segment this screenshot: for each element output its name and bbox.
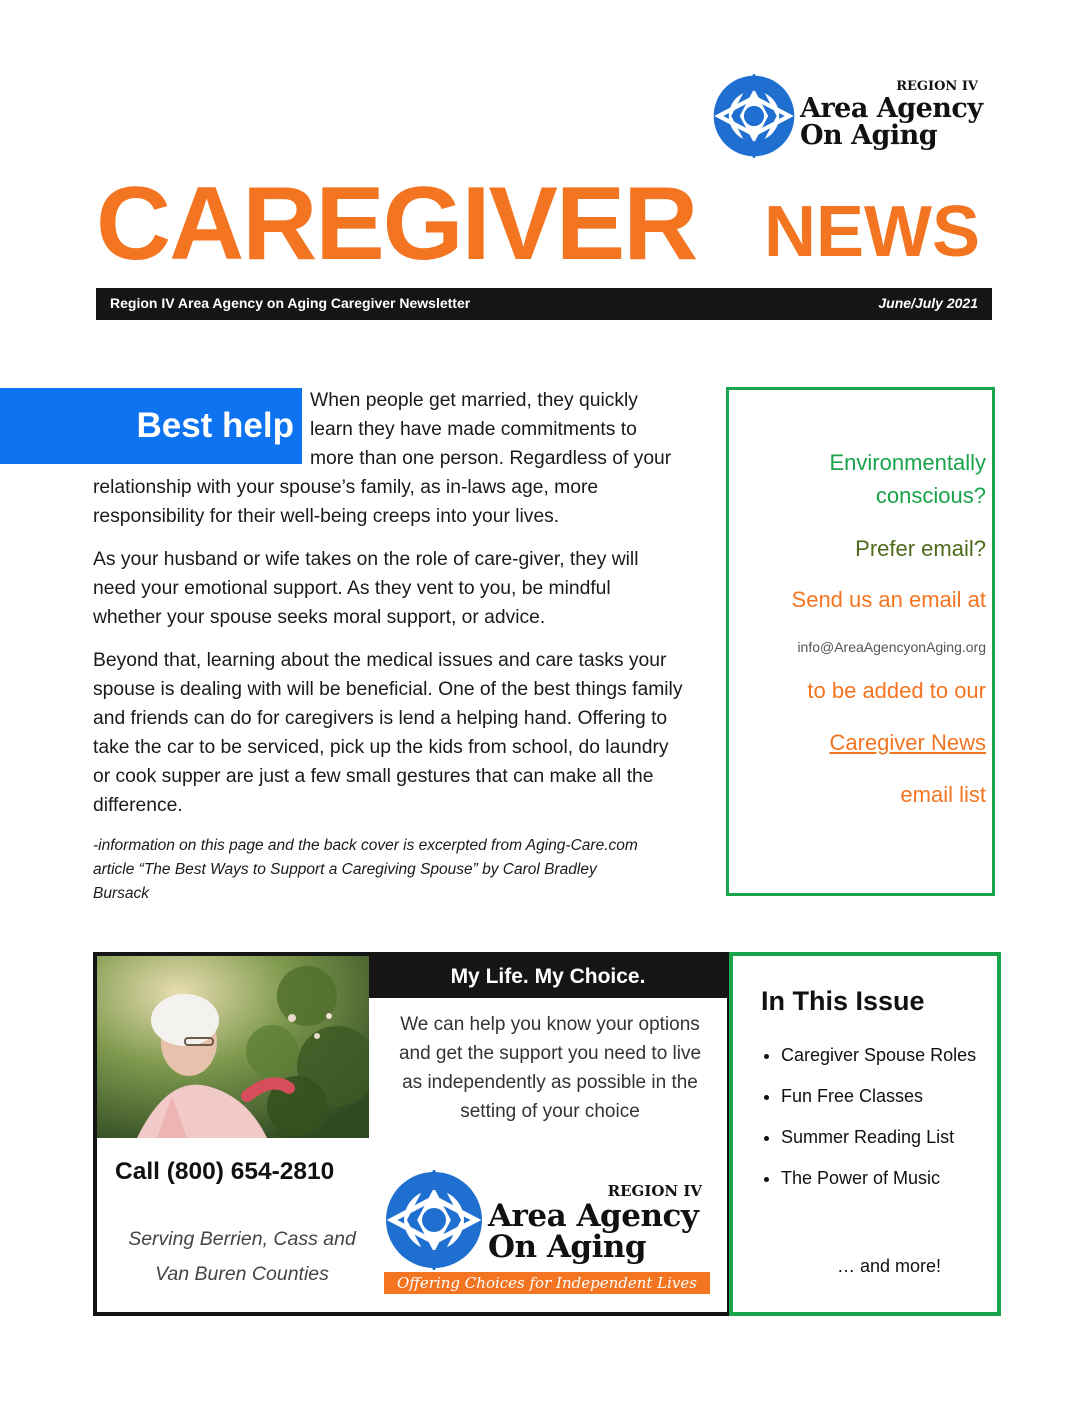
article-paragraph: As your husband or wife takes on the role of care-giver, they will need your emotional support. As they vent to you, be mindful whether your spouse seeks moral support, or advice. bbox=[93, 549, 639, 628]
phone-number[interactable]: Call (800) 654-2810 bbox=[115, 1158, 335, 1185]
caregiver-news-link[interactable]: Caregiver News bbox=[829, 730, 986, 755]
email-line-6: email list bbox=[900, 782, 986, 807]
article-paragraph: Beyond that, learning about the medical issues and care tasks your spouse is dealing with will be beneficial. One of the best things family and friends can do for caregivers is lend a helping hand. Offering to take the car to be serviced, pick up the kids from school, do laundry or cook supper are just a few small gestures that can make all the difference. bbox=[93, 650, 683, 816]
masthead-bar bbox=[96, 288, 992, 320]
logo-bottom-line2: On Aging bbox=[488, 1229, 647, 1265]
agency-logo-text bbox=[800, 80, 983, 149]
service-area-line1: Serving Berrien, Cass and bbox=[128, 1228, 356, 1250]
issue-title: In This Issue bbox=[761, 986, 925, 1016]
service-area-line2: Van Buren Counties bbox=[155, 1263, 329, 1285]
email-line-4: Send us an email at bbox=[791, 587, 986, 612]
issue-more: … and more! bbox=[837, 1256, 942, 1276]
logo-line1: Area Agency bbox=[800, 93, 983, 124]
article-body bbox=[93, 386, 683, 834]
email-address[interactable]: info@AreaAgencyonAging.org bbox=[797, 639, 986, 655]
masthead-news: NEWS bbox=[764, 192, 980, 272]
promo-title: My Life. My Choice. bbox=[369, 956, 727, 998]
article-heading: Best help bbox=[136, 406, 294, 445]
logo-line2: On Aging bbox=[800, 120, 938, 151]
logo-region: REGION IV bbox=[896, 79, 978, 94]
issue-item: • Fun Free Classes bbox=[781, 1085, 981, 1108]
agency-logo-icon bbox=[712, 74, 796, 158]
masthead-title: CAREGIVER bbox=[96, 166, 697, 282]
issue-date: June/July 2021 bbox=[878, 295, 978, 311]
article-paragraph: When people get married, they quickly learn they have made commitments to more than one person. Regardless of your relationship with your spouse’s family, as in-laws age, more responsibility for their well-being creeps into your lives. bbox=[93, 390, 672, 527]
email-line-1: Environmentally bbox=[829, 450, 986, 475]
issue-list bbox=[763, 1044, 981, 1208]
service-area bbox=[111, 1222, 373, 1292]
promo-body: We can help you know your options and get the support you need to live as independently as possible in the setting of your choice bbox=[398, 1014, 702, 1122]
issue-item: • The Power of Music bbox=[781, 1167, 981, 1190]
logo-bottom-line1: Area Agency bbox=[488, 1198, 699, 1234]
issue-item: • Summer Reading List bbox=[781, 1126, 981, 1149]
agency-logo-bottom bbox=[384, 1170, 714, 1298]
article-credit: -information on this page and the back cover is excerpted from Aging-Care.com article “The Best Ways to Support a Caregiving Spouse” by Carol Bradley Bursack bbox=[93, 837, 638, 902]
email-line-2: conscious? bbox=[875, 483, 986, 508]
email-line-3: Prefer email? bbox=[855, 536, 986, 561]
email-line-5: to be added to our bbox=[807, 678, 986, 703]
caregiver-photo bbox=[97, 956, 369, 1138]
newsletter-subtitle: Region IV Area Agency on Aging Caregiver Newsletter bbox=[110, 295, 471, 311]
agency-logo-top bbox=[712, 74, 992, 158]
agency-logo-bottom-text bbox=[488, 1184, 702, 1263]
email-signup-box bbox=[726, 387, 995, 896]
in-this-issue-box bbox=[729, 952, 1001, 1316]
issue-item: • Caregiver Spouse Roles bbox=[781, 1044, 981, 1067]
promo-box bbox=[93, 952, 731, 1316]
logo-bottom-region: REGION IV bbox=[607, 1182, 702, 1200]
agency-tagline: Offering Choices for Independent Lives bbox=[384, 1272, 710, 1294]
agency-logo-icon bbox=[384, 1170, 484, 1270]
